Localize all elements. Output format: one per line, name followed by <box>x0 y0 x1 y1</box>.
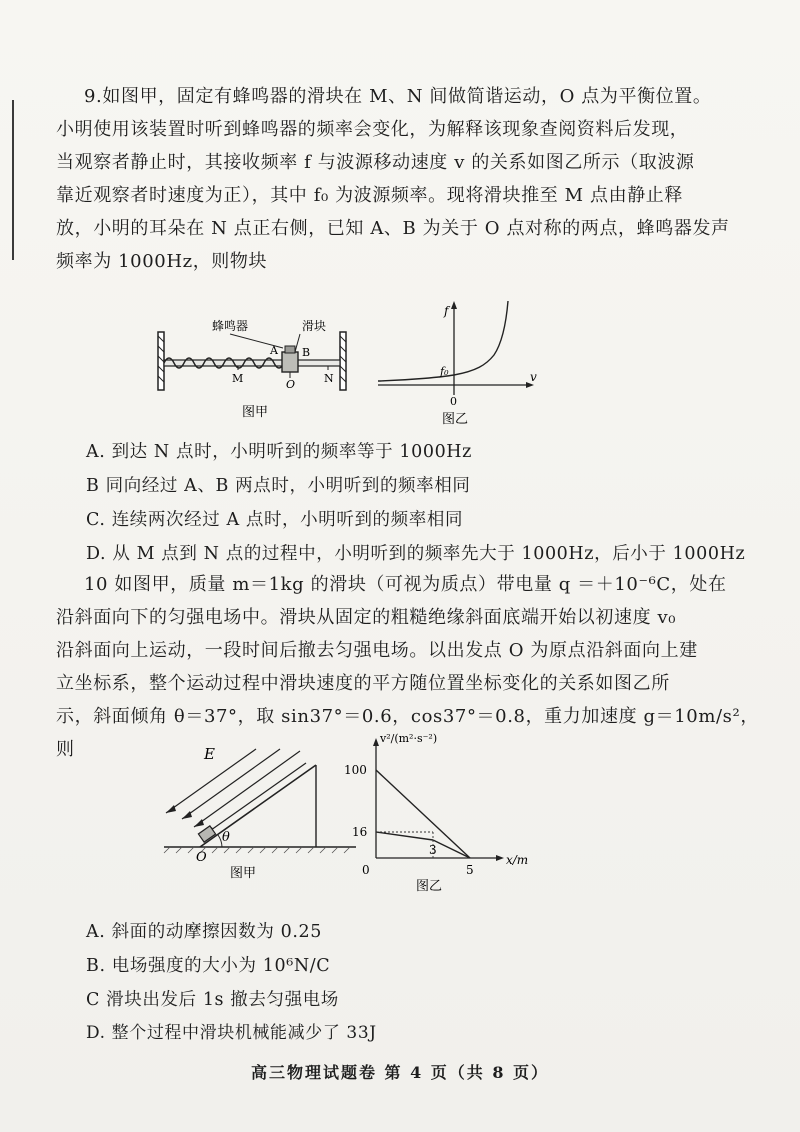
tick-5: 5 <box>466 863 474 877</box>
q9-line-1: 如图甲，固定有蜂鸣器的滑块在 M、N 间做简谐运动，O 点为平衡位置。 <box>102 86 712 107</box>
page-footer: 高三物理试题卷 第 4 页（共 8 页） <box>250 1063 550 1082</box>
q9-figure-b <box>372 295 542 434</box>
point-o-label: O <box>286 378 296 391</box>
tick-3: 3 <box>429 843 437 857</box>
q9-fig-a-caption: 图甲 <box>242 405 269 420</box>
tick-100: 100 <box>344 763 367 777</box>
q10-option-c: C 滑块出发后 1s 撤去匀强电场 <box>86 990 339 1010</box>
q9-line-3: 当观察者静止时，其接收频率 f 与波源移动速度 v 的关系如图乙所示（取波源 <box>56 152 695 173</box>
q9-line-2: 小明使用该装置时听到蜂鸣器的频率会变化，为解释该现象查阅资料后发现， <box>56 119 689 140</box>
q10-option-d: D. 整个过程中滑块机械能减少了 33J <box>86 1023 377 1043</box>
v-axis-label: v <box>530 370 537 384</box>
incline-surface <box>200 765 316 847</box>
upward-motion-line <box>376 770 470 858</box>
angle-theta-label: θ <box>222 830 230 845</box>
f0-label: f₀ <box>440 365 449 378</box>
q9-line-4: 靠近观察者时速度为正），其中 f₀ 为波源频率。现将滑块推至 M 点由静止释 <box>56 185 683 206</box>
q9-number: 9. <box>84 86 103 107</box>
q9-figure-a <box>150 312 360 426</box>
question-9-text <box>56 80 768 278</box>
q10-fig-b-caption: 图乙 <box>416 879 443 894</box>
q9-option-b: B 同向经过 A、B 两点时，小明听到的频率相同 <box>86 476 471 496</box>
q10-line-3: 沿斜面向上运动，一段时间后撤去匀强电场。以出发点 O 为原点沿斜面向上建 <box>56 640 698 661</box>
field-e-label: E <box>204 745 215 763</box>
q10-option-a: A. 斜面的动摩擦因数为 0.25 <box>86 922 322 942</box>
q10-line-1: 10 如图甲，质量 m＝1kg 的滑块（可视为质点）带电量 q ＝＋10⁻⁶C，处在 <box>84 574 727 595</box>
q9-fig-b-caption: 图乙 <box>442 412 469 427</box>
q10-fig-a-caption: 图甲 <box>230 866 257 881</box>
buzzer <box>285 346 295 353</box>
buzzer-label: 蜂鸣器 <box>212 319 249 333</box>
origin-label: 0 <box>450 395 457 408</box>
point-m-label: M <box>232 372 244 385</box>
q10-line-2: 沿斜面向下的匀强电场中。滑块从固定的粗糙绝缘斜面底端开始以初速度 v₀ <box>56 607 677 628</box>
point-a-label: A <box>270 344 278 357</box>
q9-line-6: 频率为 1000Hz，则物块 <box>56 251 268 272</box>
slider-block <box>282 352 298 372</box>
x-axis-label: x/m <box>506 853 529 867</box>
v2-axis-label: v²/(m²·s⁻²) <box>380 732 438 745</box>
q10-figure-b <box>340 728 540 902</box>
q10-figure-a <box>160 735 360 889</box>
q10-line-5: 示，斜面倾角 θ＝37°，取 sin37°＝0.6，cos37°＝0.8，重力加速度 g＝10m/s²，则 <box>56 706 759 760</box>
q9-option-d: D. 从 M 点到 N 点的过程中，小明听到的频率先大于 1000Hz，后小于 1000Hz <box>86 544 746 564</box>
q9-option-a: A. 到达 N 点时，小明听到的频率等于 1000Hz <box>86 442 472 462</box>
tick-16: 16 <box>352 825 368 839</box>
page-edge-line <box>12 100 14 260</box>
tick-0: 0 <box>362 863 370 877</box>
point-n-label: N <box>324 372 334 385</box>
slider-label: 滑块 <box>302 319 327 333</box>
q10-line-4: 立坐标系，整个运动过程中滑块速度的平方随位置坐标变化的关系如图乙所 <box>56 673 670 694</box>
downward-motion-line-1 <box>376 832 433 840</box>
q9-line-5: 放，小明的耳朵在 N 点正右侧，已知 A、B 为关于 O 点对称的两点，蜂鸣器发声 <box>56 218 730 239</box>
q10-option-b: B. 电场强度的大小为 10⁶N/C <box>86 956 331 976</box>
origin-o-label: O <box>196 850 207 865</box>
q9-option-c: C. 连续两次经过 A 点时，小明听到的频率相同 <box>86 510 464 530</box>
downward-motion-line-2 <box>433 840 470 858</box>
f-axis-label: f <box>444 304 449 318</box>
point-b-label: B <box>302 346 311 359</box>
